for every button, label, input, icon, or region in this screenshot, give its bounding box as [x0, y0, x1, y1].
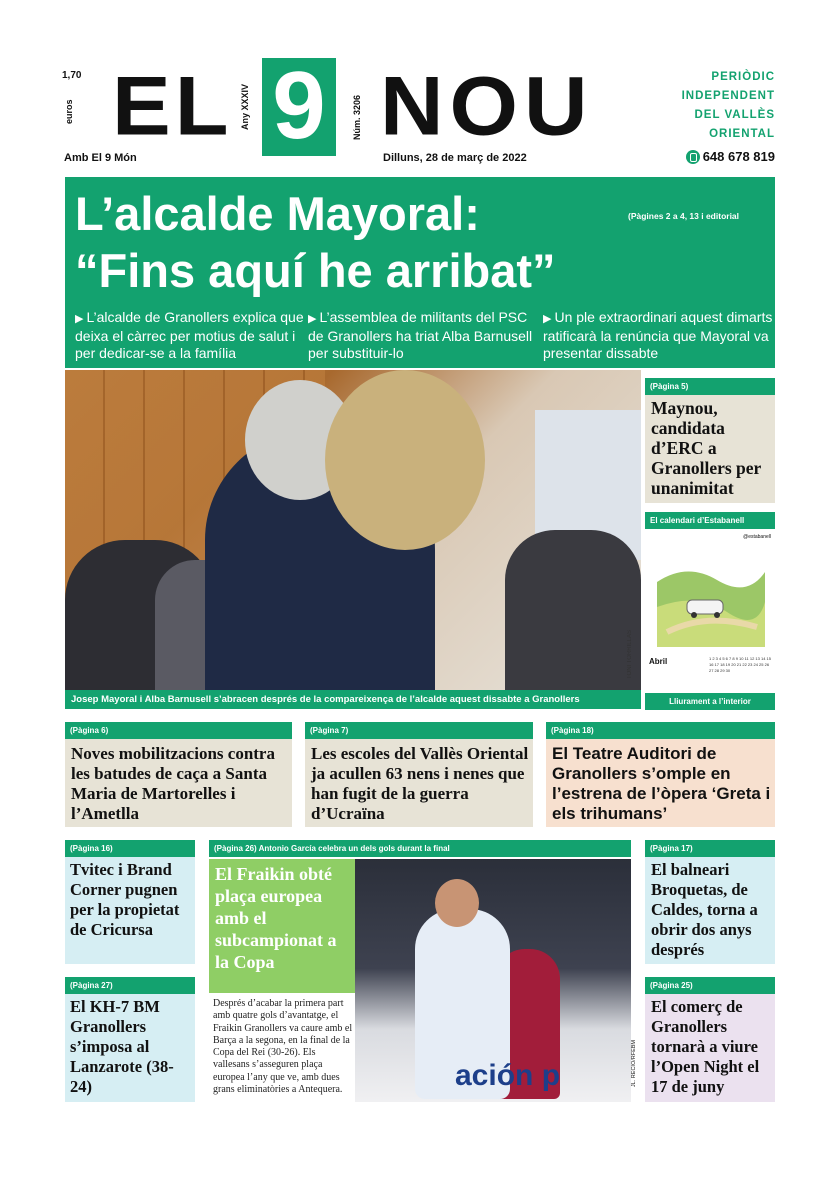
triangle-icon: ▶ [543, 313, 552, 325]
teaser-headline: Maynou, candidata d’ERC a Granollers per unanimitat [651, 398, 762, 498]
page-tag: (Pàgina 16) [65, 840, 195, 857]
calendar-month: Abril [649, 657, 668, 666]
price: 1,70 [62, 70, 82, 81]
photo-credit: JL. RECIO/RFEBM [631, 1040, 637, 1088]
photo-credit: TONI TORRILLAS [627, 630, 633, 680]
teaser-headline: El balneari Broquetas, de Caldes, torna a obrir dos anys després [651, 860, 758, 959]
teaser-card[interactable] [645, 840, 775, 964]
lead-bullet [543, 309, 773, 362]
tagline-line: ORIENTAL [709, 128, 775, 140]
teaser-card[interactable] [305, 722, 533, 827]
page-tag: (Pàgina 25) [645, 977, 775, 994]
teaser-headline: El comerç de Granollers tornarà a viure l’Open Night el 17 de juny [651, 997, 760, 1096]
phone-number: 648 678 819 [702, 149, 775, 164]
teaser-card[interactable] [645, 977, 775, 1102]
tagline-line: DEL VALLÈS [694, 109, 775, 121]
calendar-credit: @estabanell [743, 534, 771, 540]
handball-photo [355, 859, 631, 1102]
lead-bullet-text: L’alcalde de Granollers explica que deixa el càrrec per motius de salut i per dedicar-se a la família [75, 309, 304, 361]
teaser-headline: Les escoles del Vallès Oriental ja acullen 63 nens i nenes que han fugit de la guerra d’Ucraïna [311, 744, 529, 823]
currency: euros [64, 99, 74, 124]
page-tag: (Pàgina 5) [645, 378, 775, 395]
page-tag: (Pàgina 26) Antonio García celebra un dels gols durant la final [209, 840, 631, 857]
logo-nou: NOU [380, 58, 594, 153]
logo-el: EL [112, 58, 233, 153]
handball-headline: El Fraikin obté plaça europea amb el subcampionat a la Copa [209, 859, 355, 993]
calendar-title: El calendari d’Estabanell [645, 512, 775, 529]
calendar-illustration [657, 552, 765, 647]
tagline [682, 68, 775, 144]
issue-date: Dilluns, 28 de març de 2022 [383, 152, 527, 164]
lead-photo [65, 370, 641, 690]
calendar-days: 1 2 3 4 5 6 7 8 9 10 11 12 13 14 15 16 17 18 19 20 21 22 23 24 25 26 27 28 29 30 [709, 656, 771, 673]
lead-bullet [75, 309, 305, 362]
calendar-promo[interactable] [645, 512, 775, 710]
page-tag: (Pàgina 27) [65, 977, 195, 994]
lead-bullet-text: L’assemblea de militants del PSC de Granollers ha triat Alba Barnusell per substituir-lo [308, 309, 533, 361]
lead-pages: (Pàgines 2 a 4, 13 i editorial [628, 211, 740, 221]
photo-caption: Josep Mayoral i Alba Barnusell s’abracen després de la compareixença de l’alcalde aquest dissabte a Granollers [65, 690, 641, 709]
page-tag: (Pàgina 17) [645, 840, 775, 857]
handball-story[interactable] [209, 840, 637, 1102]
calendar-footer: Lliurament a l’interior [645, 693, 775, 710]
teaser-headline: Tvitec i Brand Corner pugnen per la propietat de Cricursa [70, 860, 180, 939]
lead-headline-line1: L’alcalde Mayoral: [75, 187, 480, 240]
tagline-line: INDEPENDENT [681, 90, 775, 102]
lead-story[interactable] [65, 177, 775, 368]
year-label: Any XXXIV [240, 83, 250, 130]
photo-ad-text: ación p [455, 1059, 561, 1092]
triangle-icon: ▶ [308, 313, 317, 325]
teaser-headline: El KH-7 BM Granollers s’imposa al Lanzarote (38-24) [70, 997, 174, 1096]
teaser-headline: Noves mobilitzacions contra les batudes de caça a Santa Maria de Martorelles i l’Ametlla [71, 744, 275, 823]
teaser-card[interactable] [65, 722, 292, 827]
phone[interactable] [686, 149, 775, 164]
lead-headline-line2: “Fins aquí he arribat” [75, 244, 556, 297]
tagline-line: PERIÒDIC [711, 71, 775, 83]
teaser-headline: El Teatre Auditori de Granollers s’omple en l’estrena de l’òpera ‘Greta i els trihumans’ [552, 744, 771, 823]
page-tag: (Pàgina 7) [305, 722, 533, 739]
page-tag: (Pàgina 18) [546, 722, 775, 739]
teaser-maynou[interactable] [645, 378, 775, 503]
supplement: Amb El 9 Món [64, 152, 137, 164]
teaser-card[interactable] [546, 722, 775, 827]
lead-bullet-text: Un ple extraordinari aquest dimarts ratificarà la renúncia que Mayoral va presentar dissabte [543, 309, 773, 361]
logo-number: 9 [262, 58, 336, 156]
whatsapp-icon [686, 150, 700, 164]
teaser-card[interactable] [65, 977, 195, 1102]
handball-body: Després d’acabar la primera part amb quatre gols d’avantatge, el Fraikin Granollers va caure amb el Barça a la segona, en la final de la Copa del Rei (30-26). Els vallesans s’asseguren plaça europea l’any que ve, amb dues grans eliminatòries a Antequera. [213, 998, 353, 1096]
page-tag: (Pàgina 6) [65, 722, 292, 739]
lead-bullet [308, 309, 538, 362]
lead-headline [75, 185, 556, 299]
teaser-card[interactable] [65, 840, 195, 964]
issue-number: Núm. 3206 [352, 94, 362, 140]
triangle-icon: ▶ [75, 313, 84, 325]
